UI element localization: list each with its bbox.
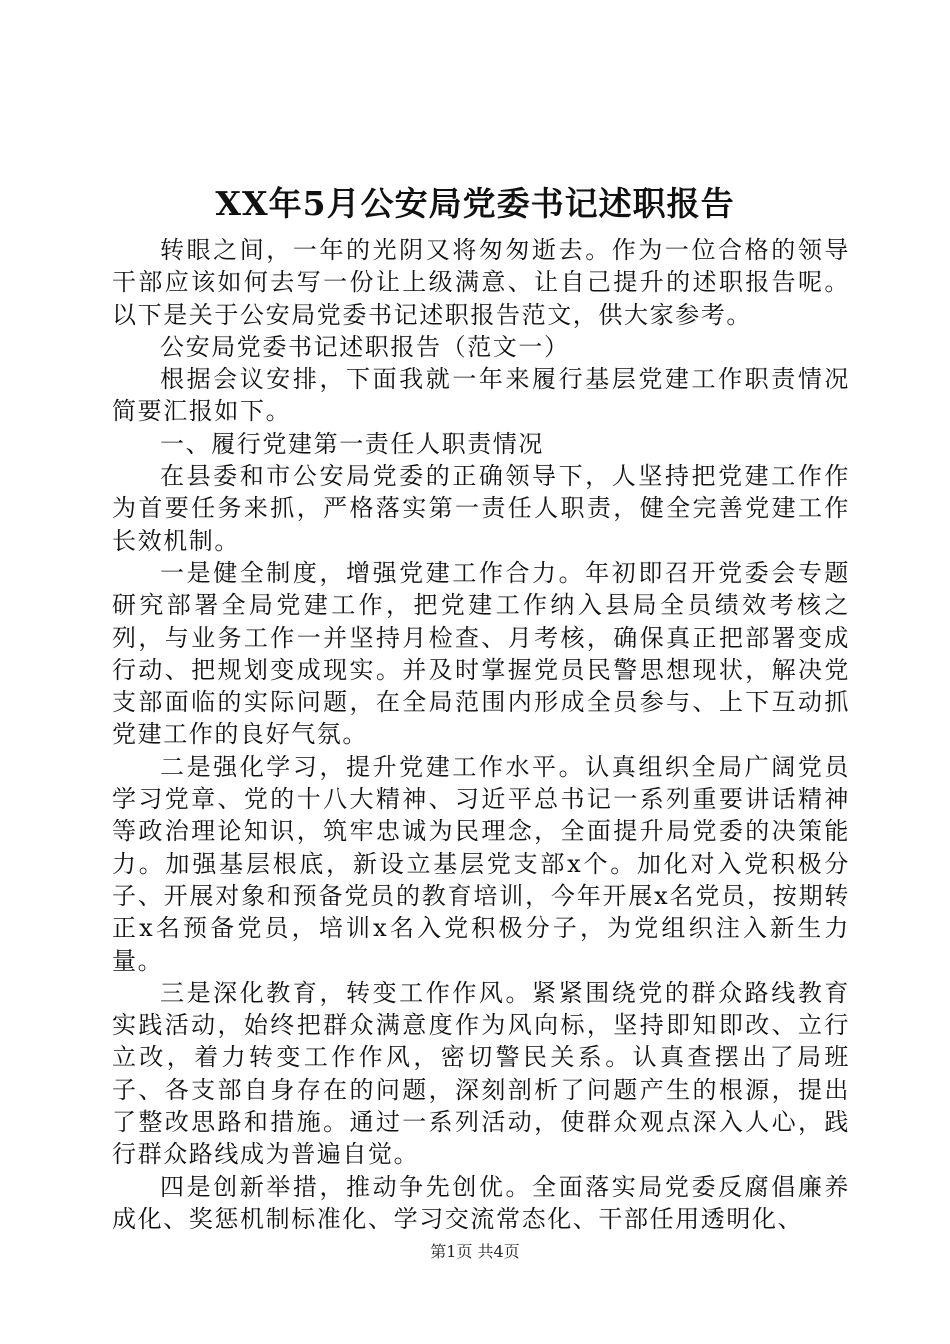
body-paragraph: 三是深化教育，转变工作作风。紧紧围绕党的群众路线教育实践活动，始终把群众满意度作为风向标，坚持即知即改、立行立改，着力转变工作作风，密切警民关系。认真查摆出了局班子、各支部自身存在的问题，深刻剖析了问题产生的根源，提出了整改思路和措施。通过一系列活动，使群众观点深入人心，践行群众路线成为普遍自觉。	[112, 978, 850, 1169]
body-paragraph: 在县委和市公安局党委的正确领导下，人坚持把党建工作作为首要任务来抓，严格落实第一责任人职责，健全完善党建工作长效机制。	[112, 462, 850, 555]
section-heading-sample-one: 公安局党委书记述职报告（范文一）	[160, 332, 570, 361]
intro-paragraph: 转眼之间，一年的光阴又将匆匆逝去。作为一位合格的领导干部应该如何去写一份让上级满意、让自己提升的述职报告呢。以下是关于公安局党委书记述职报告范文，供大家参考。	[112, 236, 850, 329]
body-paragraph: 四是创新举措，推动争先创优。全面落实局党委反腐倡廉养成化、奖惩机制标准化、学习交流常态化、干部任用透明化、	[112, 1172, 850, 1233]
section-heading-one: 一、履行党建第一责任人职责情况	[160, 429, 544, 458]
body-paragraph: 一是健全制度，增强党建工作合力。年初即召开党委会专题研究部署全局党建工作，把党建工作纳入县局全员绩效考核之列，与业务工作一并坚持月检查、月考核，确保真正把部署变成行动、把规划变成现实。并及时掌握党员民警思想现状，解决党支部面临的实际问题，在全局范围内形成全员参与、上下互动抓党建工作的良好气氛。	[112, 558, 850, 749]
document-body	[112, 234, 850, 1235]
page-footer: 第1页 共4页	[430, 1242, 520, 1261]
opening-paragraph: 根据会议安排，下面我就一年来履行基层党建工作职责情况简要汇报如下。	[112, 365, 850, 426]
body-paragraph: 二是强化学习，提升党建工作水平。认真组织全局广阔党员学习党章、党的十八大精神、习近平总书记一系列重要讲话精神等政治理论知识，筑牢忠诚为民理念，全面提升局党委的决策能力。加强基层根底，新设立基层党支部x个。加化对入党积极分子、开展对象和预备党员的教育培训，今年开展x名党员，按期转正x名预备党员，培训x名入党积极分子，为党组织注入新生力量。	[112, 752, 850, 975]
document-title: XX年5月公安局党委书记述职报告	[215, 184, 735, 223]
